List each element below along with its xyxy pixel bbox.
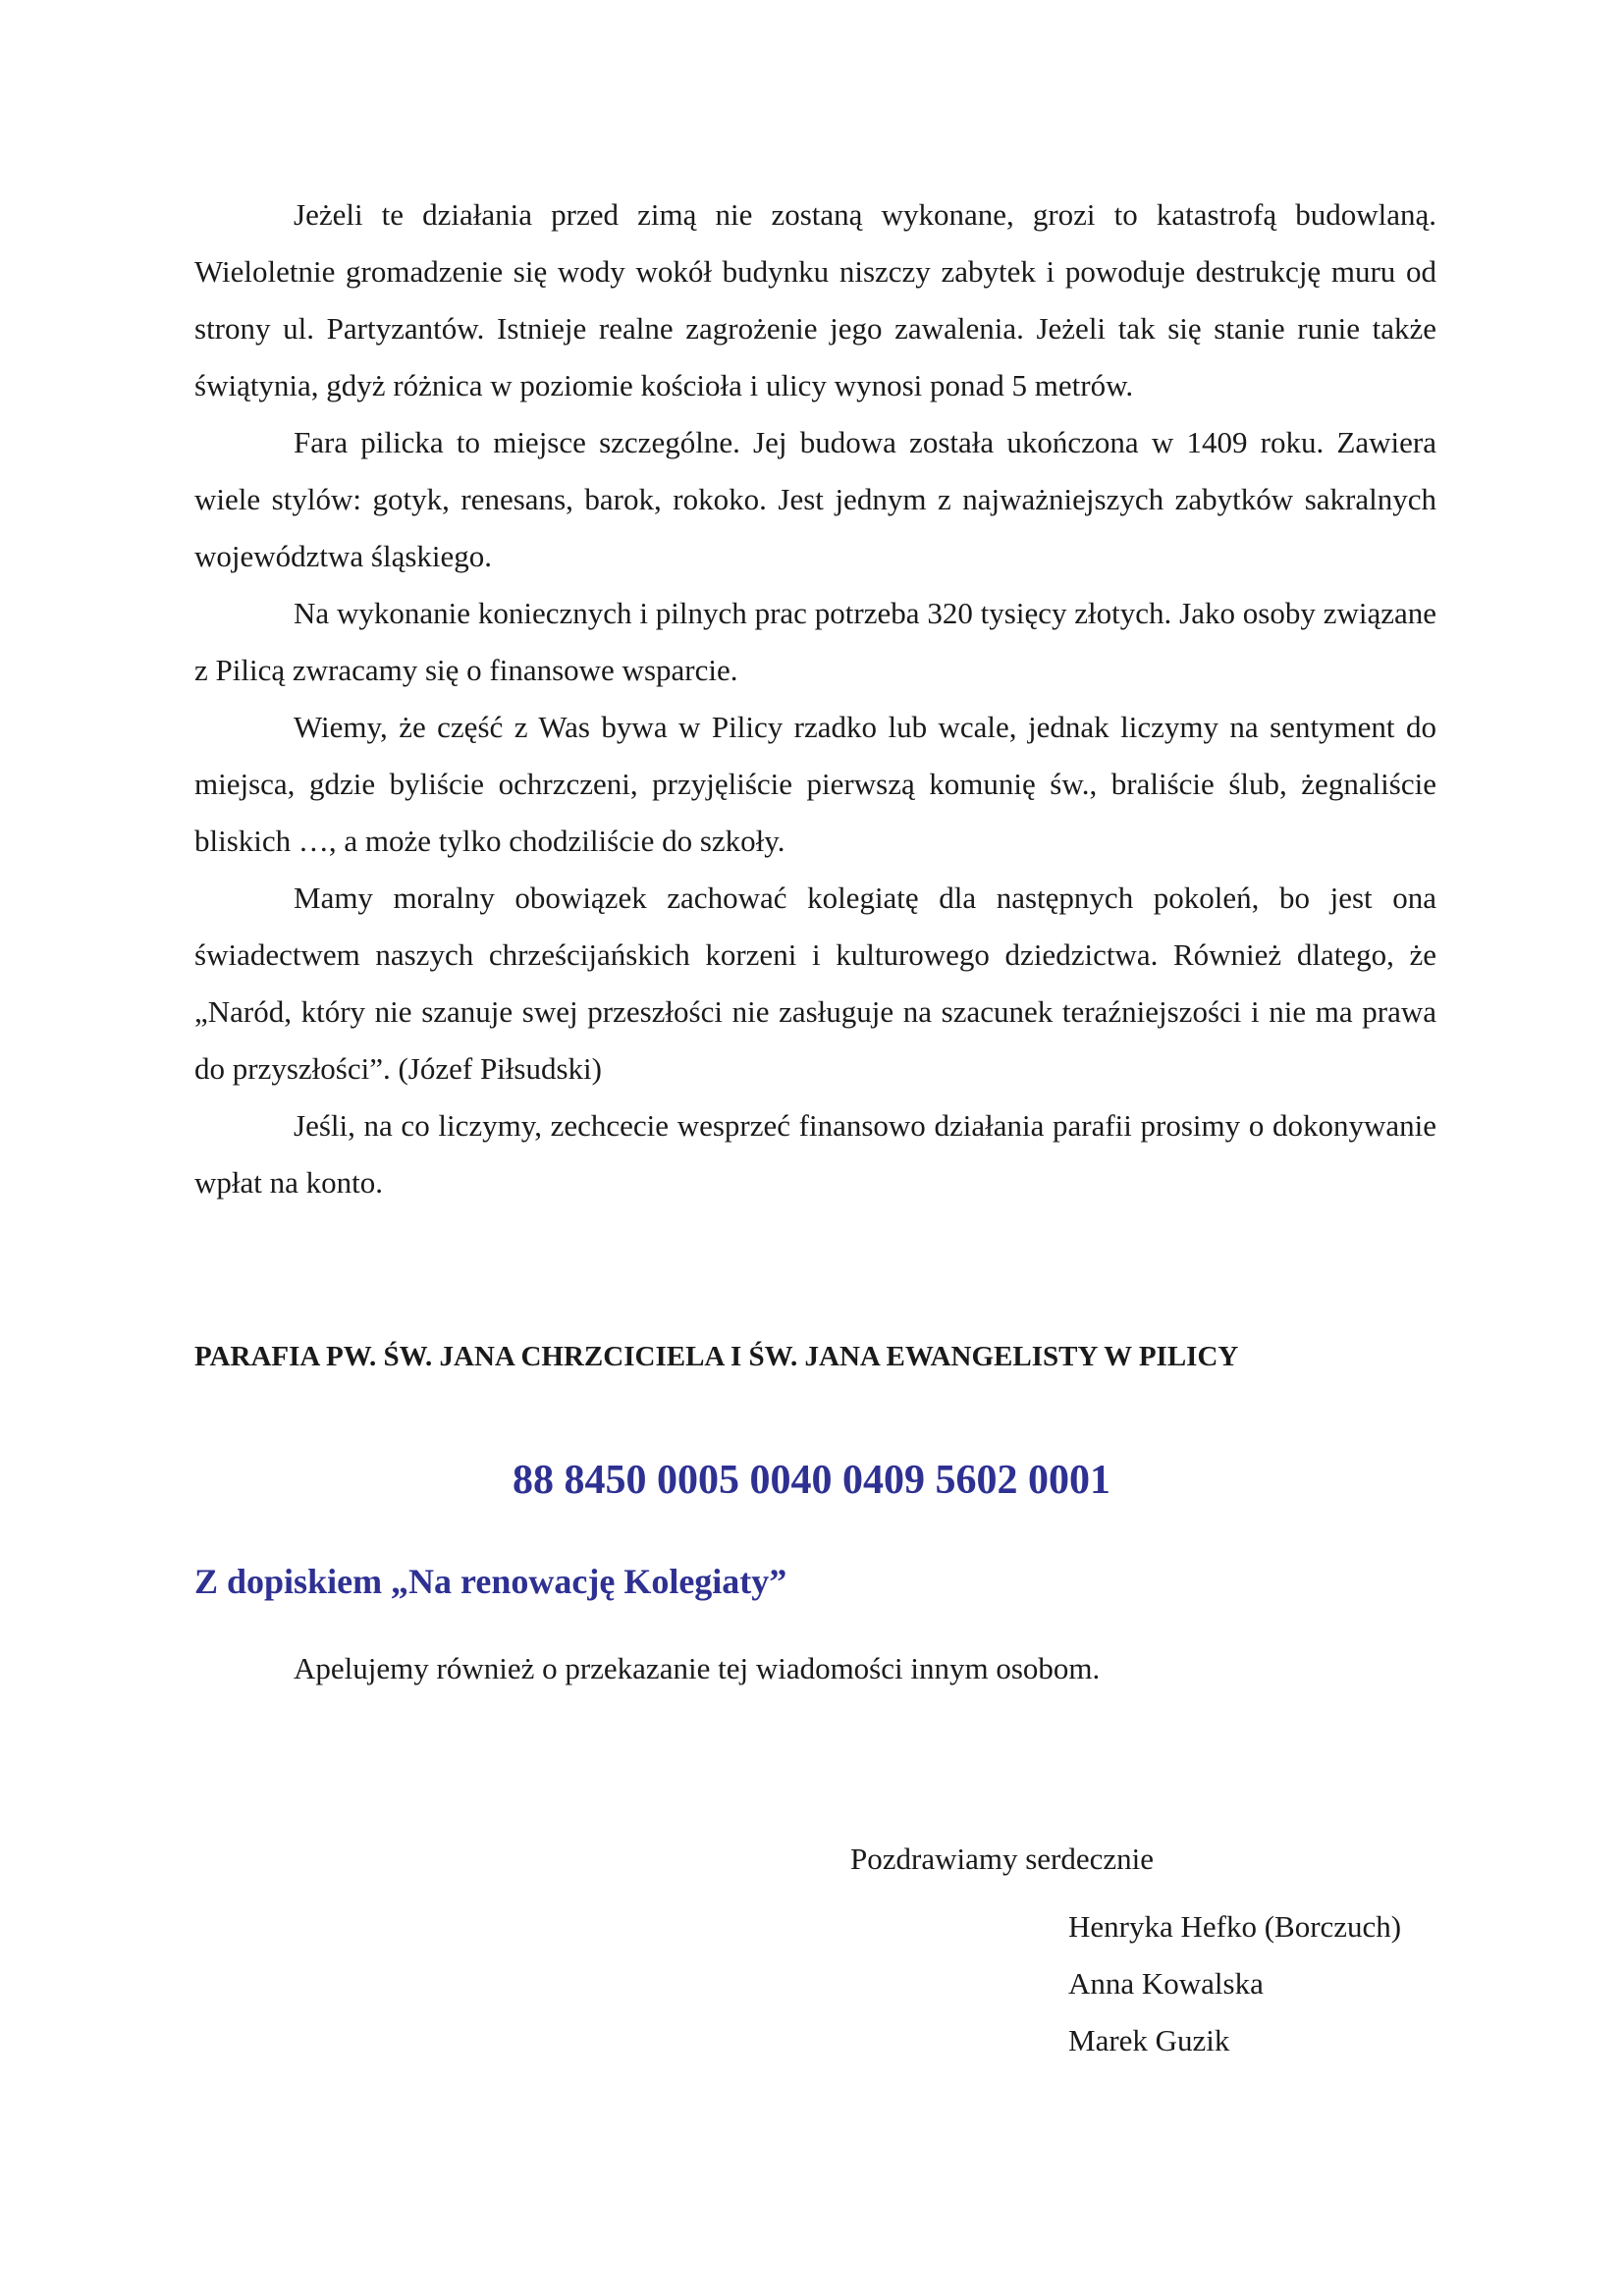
signatory: Anna Kowalska <box>1068 1966 1264 2001</box>
parish-name-heading: PARAFIA PW. ŚW. JANA CHRZCICIELA I ŚW. JANA EWANGELISTY W PILICY <box>194 1341 1239 1372</box>
signatory: Henryka Hefko (Borczuch) <box>1068 1909 1402 1944</box>
letter-body <box>194 187 1436 1211</box>
signatories-list <box>1068 1898 1401 2069</box>
appeal-text: Apelujemy również o przekazanie tej wiadomości innym osobom. <box>294 1651 1101 1685</box>
transfer-note: Z dopiskiem „Na renowację Kolegiaty” <box>194 1562 787 1601</box>
signatory: Marek Guzik <box>1068 2023 1230 2057</box>
paragraph-sentiment: Wiemy, że część z Was bywa w Pilicy rzadko lub wcale, jednak liczymy na sentyment do miejsca, gdzie byliście ochrzczeni, przyjęliście pierwszą komunię św., braliście ślub, żegnaliście bliskich …, a może tylko chodziliście do szkoły. <box>194 710 1436 858</box>
closing-greeting: Pozdrawiamy serdecznie <box>850 1842 1155 1876</box>
paragraph-construction-risk: Jeżeli te działania przed zimą nie zostaną wykonane, grozi to katastrofą budowlaną. Wieloletnie gromadzenie się wody wokół budynku niszczy zabytek i powoduje destrukcję muru od strony ul. Partyzantów. Istnieje realne zagrożenie jego zawalenia. Jeżeli tak się stanie runie także świątynia, gdyż różnica w poziomie kościoła i ulicy wynosi ponad 5 metrów. <box>194 197 1436 402</box>
bank-account-number: 88 8450 0005 0040 0409 5602 0001 <box>513 1458 1110 1503</box>
paragraph-church-history: Fara pilicka to miejsce szczególne. Jej budowa została ukończona w 1409 roku. Zawiera wiele stylów: gotyk, renesans, barok, rokoko. Jest jednym z najważniejszych zabytków sakralnych województwa śląskiego. <box>194 425 1436 573</box>
paragraph-donation-request: Jeśli, na co liczymy, zechcecie wesprzeć finansowo działania parafii prosimy o dokonywanie wpłat na konto. <box>194 1108 1436 1200</box>
paragraph-moral-duty: Mamy moralny obowiązek zachować kolegiatę dla następnych pokoleń, bo jest ona świadectwem naszych chrześcijańskich korzeni i kulturowego dziedzictwa. Również dlatego, że „Naród, który nie szanuje swej przeszłości nie zasługuje na szacunek teraźniejszości i nie ma prawa do przyszłości”. (Józef Piłsudski) <box>194 881 1436 1086</box>
paragraph-funding-need: Na wykonanie koniecznych i pilnych prac potrzeba 320 tysięcy złotych. Jako osoby związane z Pilicą zwracamy się o finansowe wsparcie. <box>194 596 1436 687</box>
